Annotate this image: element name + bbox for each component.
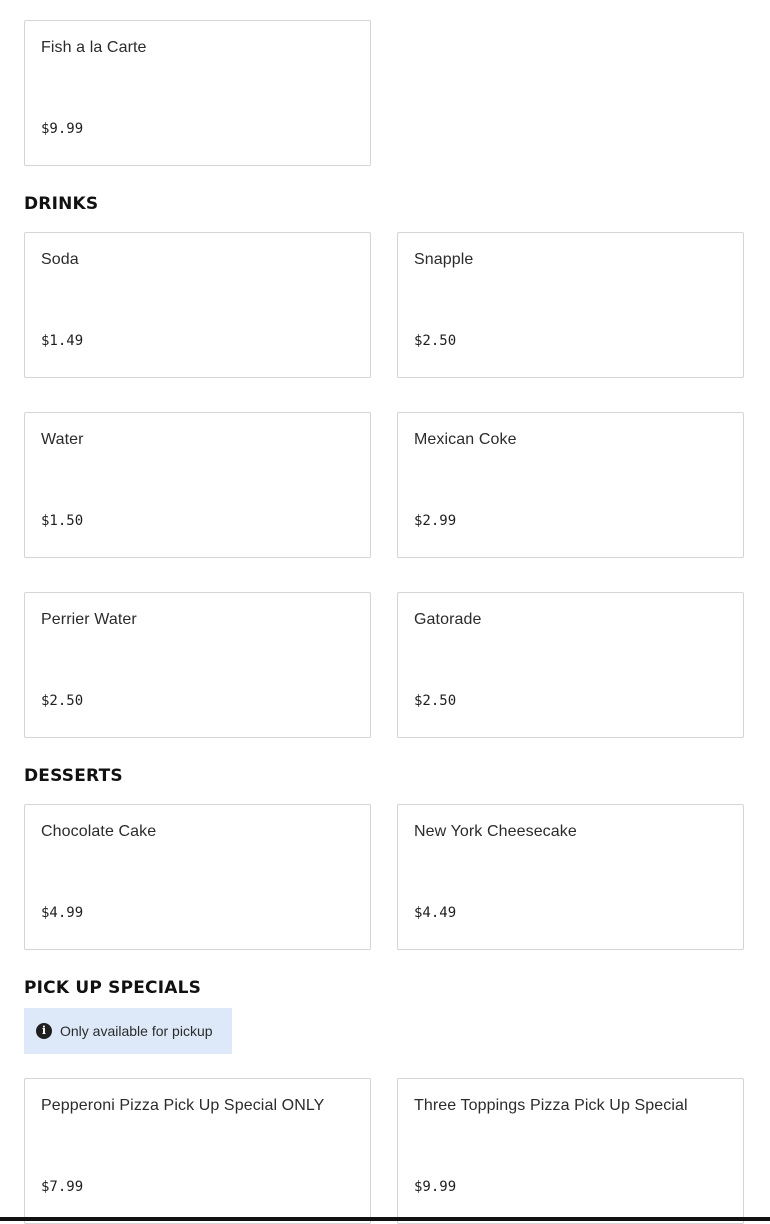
menu-item-card[interactable] — [24, 20, 371, 166]
menu-item-price: $2.50 — [414, 693, 457, 709]
pickup-notice-text: Only available for pickup — [60, 1023, 213, 1039]
menu-item-card[interactable] — [24, 412, 371, 558]
menu-item-price: $2.99 — [414, 513, 457, 529]
menu-item-price: $9.99 — [414, 1179, 457, 1195]
menu-item-name: Gatorade — [414, 611, 482, 628]
menu-item-name: Soda — [41, 251, 79, 268]
menu-item-name: Fish a la Carte — [41, 39, 147, 56]
menu-item-card[interactable] — [397, 1078, 744, 1224]
menu-item-card[interactable] — [397, 412, 744, 558]
menu-item-name: Pepperoni Pizza Pick Up Special ONLY — [41, 1097, 325, 1114]
menu-item-name: Water — [41, 431, 84, 448]
bottom-bar — [0, 1217, 770, 1221]
menu-item-name: Mexican Coke — [414, 431, 517, 448]
pickup-notice — [24, 1008, 232, 1054]
menu-item-name: Snapple — [414, 251, 474, 268]
menu-item-card[interactable] — [24, 1078, 371, 1224]
menu-item-card[interactable] — [397, 592, 744, 738]
menu-item-price: $1.49 — [41, 333, 84, 349]
menu-item-card[interactable] — [24, 232, 371, 378]
menu-item-name: Chocolate Cake — [41, 823, 157, 840]
section-title-drinks: DRINKS — [24, 194, 99, 214]
menu-item-price: $1.50 — [41, 513, 84, 529]
menu-item-name: New York Cheesecake — [414, 823, 577, 840]
menu-item-price: $9.99 — [41, 121, 84, 137]
menu-item-price: $2.50 — [41, 693, 84, 709]
menu-item-card[interactable] — [397, 232, 744, 378]
menu-item-card[interactable] — [24, 592, 371, 738]
section-title-pickup-specials: PICK UP SPECIALS — [24, 978, 202, 998]
menu-item-card[interactable] — [24, 804, 371, 950]
menu-item-card[interactable] — [397, 804, 744, 950]
section-title-desserts: DESSERTS — [24, 766, 123, 786]
menu-item-name: Perrier Water — [41, 611, 137, 628]
menu-item-price: $4.49 — [414, 905, 457, 921]
menu-item-name: Three Toppings Pizza Pick Up Special — [414, 1097, 688, 1114]
info-icon: i — [36, 1023, 52, 1039]
menu-item-price: $4.99 — [41, 905, 84, 921]
menu-item-price: $2.50 — [414, 333, 457, 349]
menu-item-price: $7.99 — [41, 1179, 84, 1195]
